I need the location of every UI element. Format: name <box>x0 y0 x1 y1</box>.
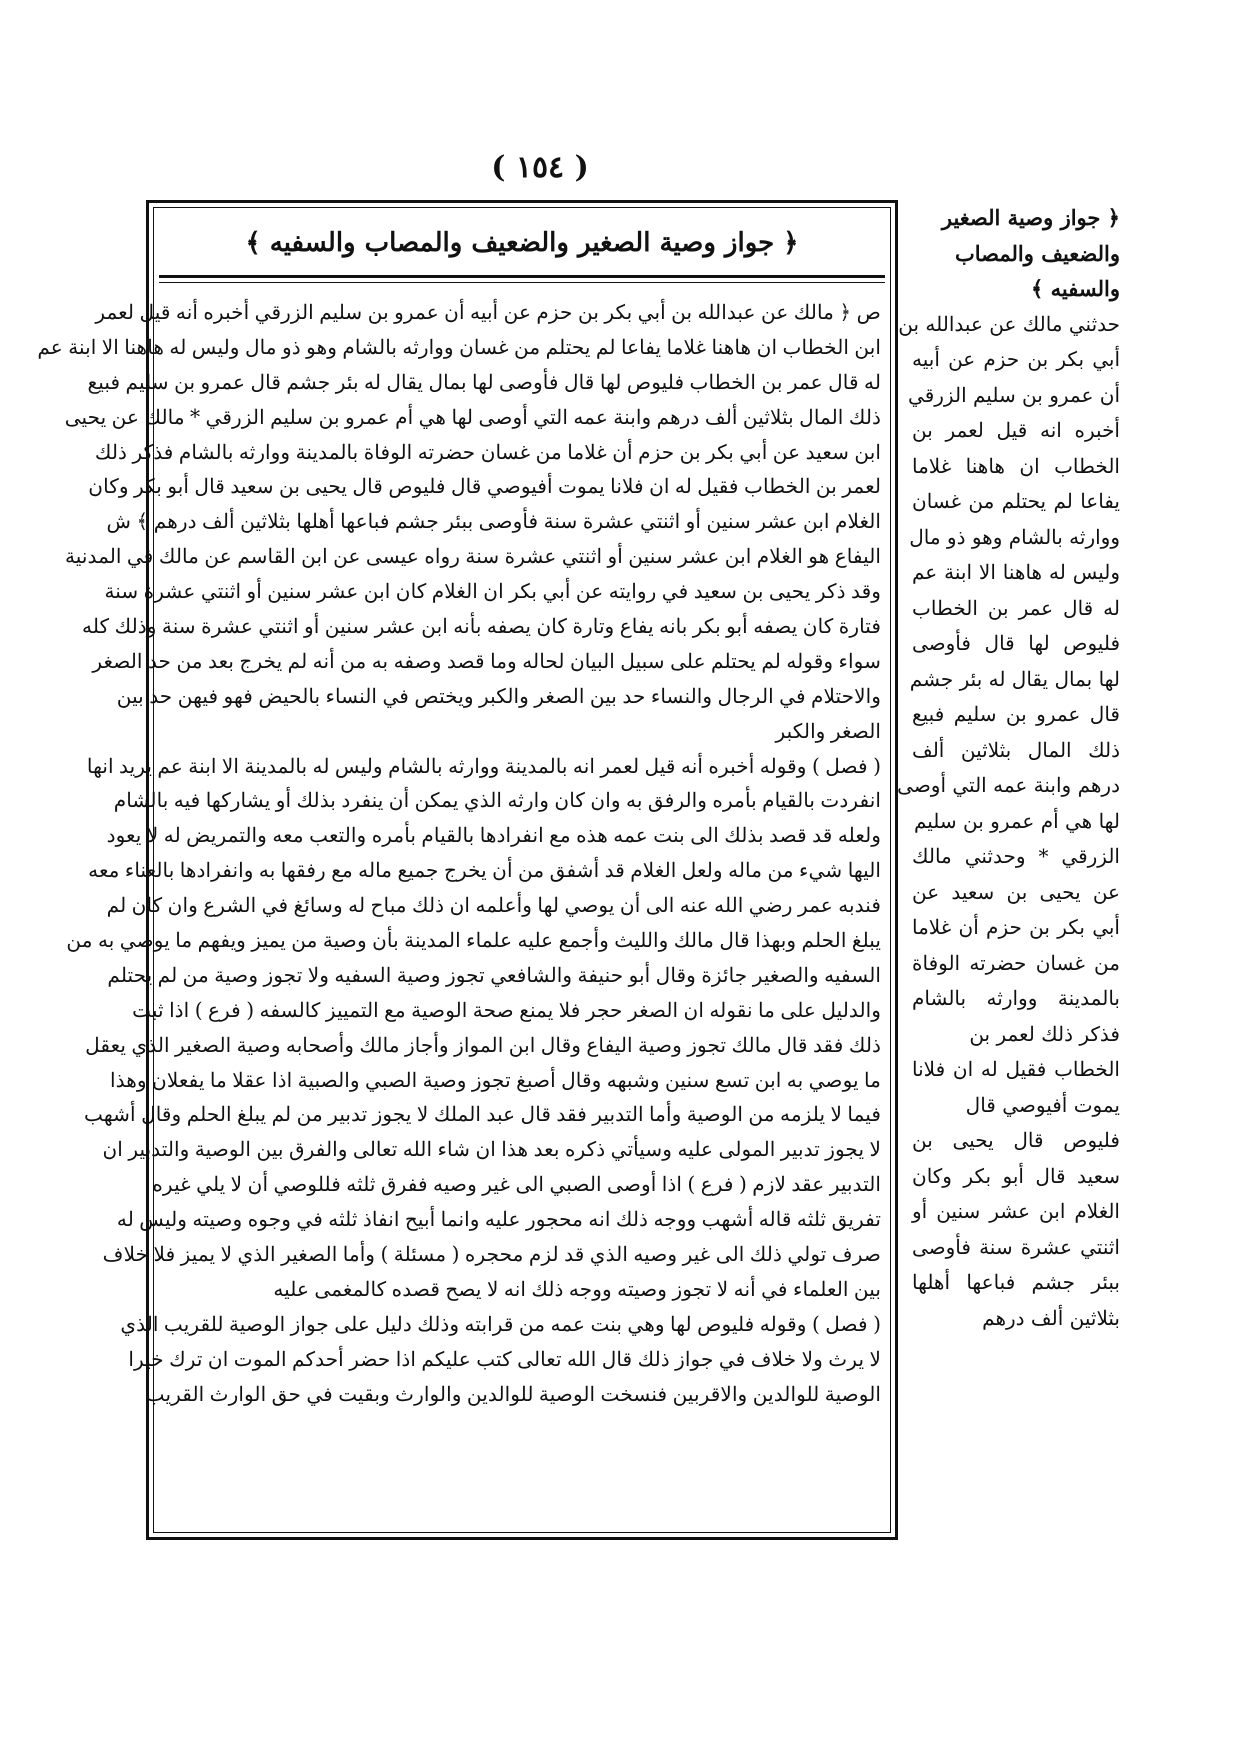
body-line: لا يجوز تدبير المولى عليه وسيأتي ذكره بعد هذا ان شاء الله تعالى والفرق بين الوصية والتدبير ان <box>102 1137 881 1162</box>
side-line: يموت أفيوصي قال <box>965 1092 1120 1117</box>
body-line: والدليل على ما نقوله ان الصغر حجر فلا يمنع صحة الوصية مع التمييز كالسفه ( فرع ) اذا ثبت <box>132 997 881 1022</box>
side-line: ببئر جشم فباعها أهلها <box>912 1270 1120 1294</box>
side-line: وليس له هاهنا الا ابنة عم <box>912 560 1120 584</box>
body-line: ص ﴿ مالك عن عبدالله بن أبي بكر بن حزم عن أبيه أن عمرو بن سليم الزرقي أخبره أنه قيل لعمر <box>95 300 881 324</box>
side-line: له قال عمر بن الخطاب <box>912 595 1120 620</box>
body-line: وقد ذكر يحيى بن سعيد في روايته عن أبي بكر ان الغلام كان ابن عشر سنين أو اثنتي عشرة سنة <box>104 579 881 604</box>
body-line: سواء وقوله لم يحتلم على سبيل البيان لحاله وما قصد وصفه به من أنه لم يخرج بعد من حد الصغر <box>92 648 881 673</box>
body-line: التدبير عقد لازم ( فرع ) اذا أوصى الصبي الى غير وصيه ففرق ثلثه فللوصي أن لا يلي غيره <box>152 1172 881 1197</box>
body-line: يبلغ الحلم وبهذا قال مالك والليث وأجمع عليه علماء المدينة بأن وصية من يميز ويفهم ما يوصي به من <box>66 928 881 953</box>
side-line: الزرقي * وحدثني مالك <box>912 844 1120 868</box>
side-line: فليوص قال يحيى بن <box>912 1128 1120 1152</box>
side-line: ذلك المال بثلاثين ألف <box>912 737 1120 762</box>
body-line: له قال عمر بن الخطاب فليوص لها قال فأوصى لها بمال يقال له بئر جشم قال عمرو بن سليم فبيع <box>87 369 881 394</box>
body-line: فيما لا يلزمه من الوصية وأما التدبير فقد قال عبد الملك لا يجوز تدبير من لم يبلغ الحلم وقال أشهب <box>84 1102 881 1127</box>
side-line: من غسان حضرته الوفاة <box>912 950 1120 975</box>
side-line: درهم وابنة عمه التي أوصى <box>897 773 1120 797</box>
side-line: فذكر ذلك لعمر بن <box>969 1021 1120 1046</box>
body-line: الغلام ابن عشر سنين أو اثنتي عشرة سنة فأوصى ببئر جشم فباعها أهلها بثلاثين ألف درهم ﴾ ش <box>106 509 881 534</box>
body-line: اليها شيء من ماله ولعل الغلام قد أشفق من أن يخرج جميع ماله مع رفقها به وانفرادها بالعناء معه <box>88 858 881 883</box>
side-line: بثلاثين ألف درهم <box>982 1305 1120 1330</box>
side-line: لها بمال يقال له بئر جشم <box>909 666 1120 691</box>
body-line: ما يوصي به ابن تسع سنين وشبهه وقال أصبغ تجوز وصية الصبي والصبية اذا عقلا ما يفعلان وهذا <box>110 1067 881 1092</box>
body-line: انفردت بالقيام بأمره والرفق به وان كان وارثه الذي يمكن أن ينفرد بذلك أو يشاركها فيه بالشام <box>113 788 881 813</box>
side-line: عن يحيى بن سعيد عن <box>912 879 1120 904</box>
side-line: أبي بكر بن حزم عن أبيه <box>912 347 1120 371</box>
body-line: لعمر بن الخطاب فقيل له ان فلانا يموت أفيوصي قال فليوص قال يحيى بن سعيد قال أبو بكر وكان <box>88 474 881 499</box>
main-body-text <box>37 295 881 1412</box>
side-title-line: ﴿ جواز وصية الصغير <box>941 205 1120 230</box>
body-line: فندبه عمر رضي الله عنه الى أن يوصي لها وأعلمه ان ذلك مباح له وسائغ في الشرع وان كان لم <box>106 893 881 918</box>
body-line: صرف تولي ذلك الى غير وصيه الذي قد لزم محجره ( مسئلة ) وأما الصغير الذي لا يميز فلا خلاف <box>102 1242 881 1267</box>
section-title: ﴿ جواز وصية الصغير والضعيف والمصاب والسفيه ﴾ <box>245 228 799 258</box>
title-divider-thin <box>159 282 885 283</box>
body-line: لا يرث ولا خلاف في جواز ذلك قال الله تعالى كتب عليكم اذا حضر أحدكم الموت ان ترك خيرا <box>128 1346 881 1371</box>
side-line: بالمدينة ووارثه بالشام <box>912 986 1120 1010</box>
body-line: ( فصل ) وقوله أخبره أنه قيل لعمر انه بالمدينة ووارثه بالشام وليس له بالمدينة الا ابنة عم يريد انها <box>86 753 881 778</box>
body-line: بين العلماء في أنه لا تجوز وصيته ووجه ذلك انه لا يصح قصده كالمغمى عليه <box>273 1276 881 1301</box>
side-line: سعيد قال أبو بكر وكان <box>912 1163 1120 1188</box>
body-line: السفيه والصغير جائزة وقال أبو حنيفة والشافعي تجوز وصية السفيه ولا تجوز وصية من لم يحتلم <box>107 962 881 987</box>
side-line: اثنتي عشرة سنة فأوصى <box>912 1234 1120 1259</box>
side-title-line: والسفيه ﴾ <box>1031 276 1120 301</box>
page-number: ( ١٥٤ ) <box>491 150 589 185</box>
body-line: ذلك فقد قال مالك تجوز وصية اليفاع وقال ابن المواز وأجاز مالك وأصحابه وصية الصغير الذي يعقل <box>85 1032 881 1057</box>
body-line: الصغر والكبر <box>775 718 881 743</box>
side-line: الخطاب فقيل له ان فلانا <box>912 1057 1120 1081</box>
main-text-frame <box>37 200 898 1540</box>
side-line: لها هي أم عمرو بن سليم <box>913 808 1120 833</box>
side-line: قال عمرو بن سليم فبيع <box>912 702 1120 726</box>
body-line: تفريق ثلثه قاله أشهب ووجه ذلك انه محجور عليه وانما أبيح انفاذ ثلثه في وجوه وصيته وليس له <box>116 1207 881 1232</box>
body-line: ( فصل ) وقوله فليوص لها وهي بنت عمه من قرابته وذلك دليل على جواز الوصية للقريب الذي <box>120 1311 881 1336</box>
side-line: الخطاب ان هاهنا غلاما <box>912 453 1120 478</box>
body-line: ابن سعيد عن أبي بكر بن حزم أن غلاما من غسان حضرته الوفاة بالمدينة ووارثه بالشام فذكر ذلك <box>94 439 881 464</box>
side-line: يفاعا لم يحتلم من غسان <box>912 489 1120 513</box>
side-line: الغلام ابن عشر سنين أو <box>912 1199 1120 1223</box>
side-line: حدثني مالك عن عبدالله بن <box>898 311 1120 336</box>
side-line: أبي بكر بن حزم أن غلاما <box>912 915 1120 939</box>
body-line: ذلك المال بثلاثين ألف درهم وابنة عمه التي أوصى لها هي أم عمرو بن سليم الزرقي * مالك عن يحيى <box>64 404 881 429</box>
body-line: والاحتلام في الرجال والنساء حد بين الصغر والكبر ويختص في النساء بالحيض فهو فيهن حد بين <box>116 683 881 708</box>
title-divider <box>159 275 885 278</box>
body-line: ابن الخطاب ان هاهنا غلاما يفاعا لم يحتلم من غسان ووارثه بالشام وهو ذو مال وليس له هاهنا الا ابنة عم <box>37 334 881 359</box>
side-line: أن عمرو بن سليم الزرقي <box>908 382 1120 407</box>
body-line: الوصية للوالدين والاقربين فنسخت الوصية للوالدين والوارث وبقيت في حق الوارث القريب <box>145 1381 881 1406</box>
side-line: أخبره انه قيل لعمر بن <box>912 418 1120 442</box>
body-line: ولعله قد قصد بذلك الى بنت عمه هذه مع انفرادها بالقيام بأمره والتعب معه والتمريض له لا يعود <box>106 823 881 848</box>
body-line: فتارة كان يصفه أبو بكر بانه يفاع وتارة كان يصفه بأنه ابن عشر سنين أو اثنتي عشرة سنة وذلك كله <box>82 614 881 639</box>
side-line: فليوص لها قال فأوصى <box>912 631 1120 655</box>
side-line: ووارثه بالشام وهو ذو مال <box>909 524 1120 549</box>
body-line: اليفاع هو الغلام ابن عشر سنين أو اثنتي عشرة سنة رواه عيسى عن ابن القاسم عن مالك في المدنية <box>64 544 881 569</box>
side-title-line: والضعيف والمصاب <box>955 240 1120 266</box>
side-column-text <box>897 200 1120 1336</box>
